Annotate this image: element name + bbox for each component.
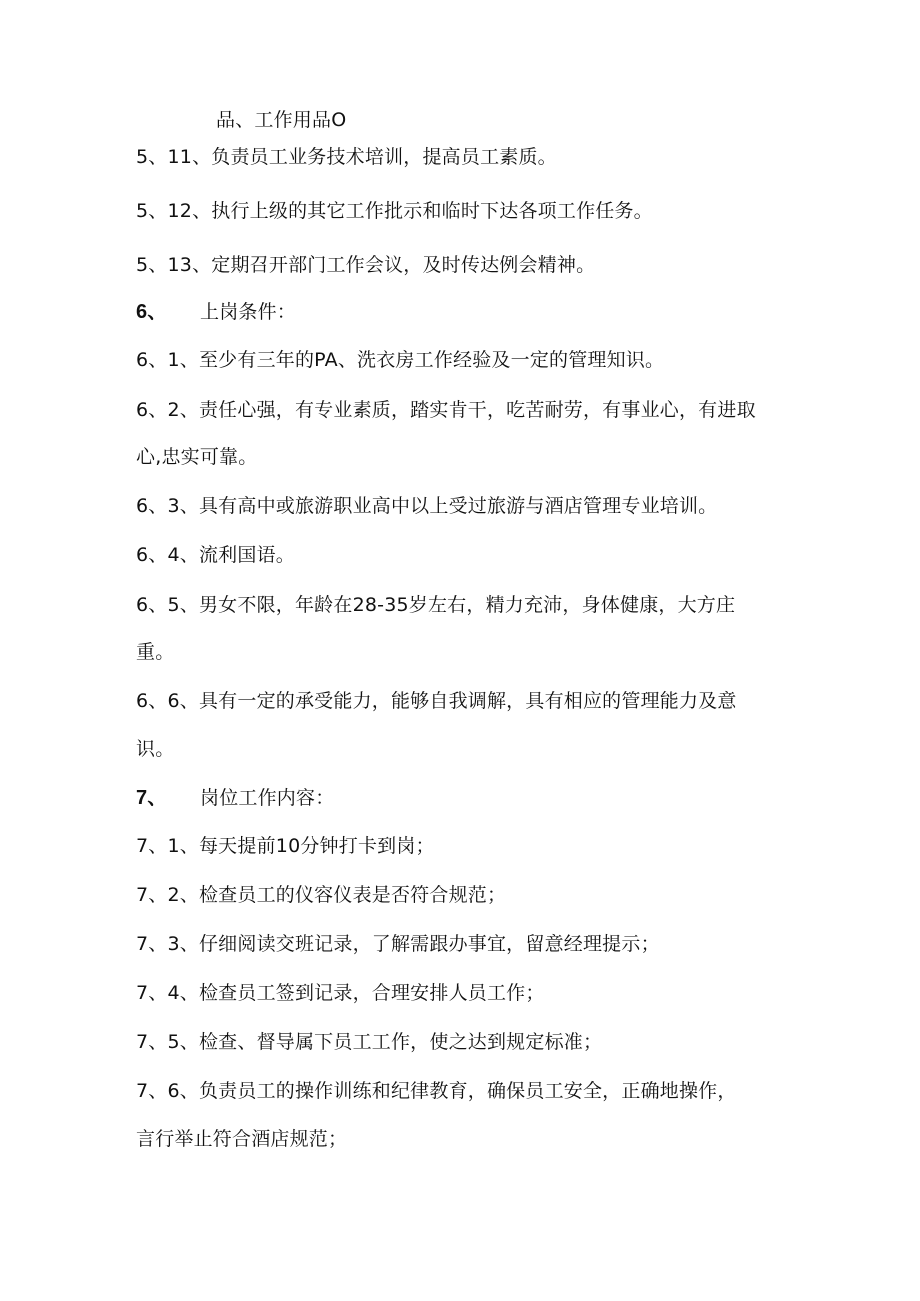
text-line: 7、6、负责员工的操作训练和纪律教育，确保员工安全，正确地操作， (136, 1080, 737, 1102)
text-line: 言行举止符合酒店规范； (136, 1128, 348, 1150)
section-number: 7 (136, 787, 148, 809)
text-line: 6、4、流利国语。 (136, 544, 295, 566)
text-line: 5、13、定期召开部门工作会议，及时传达例会精神。 (136, 254, 596, 276)
section-number: 6 (136, 301, 148, 323)
text-line: 心,忠实可靠。 (136, 446, 258, 468)
text-line: 6、5、男女不限，年龄在28-35岁左右，精力充沛，身体健康，大方庄 (136, 594, 736, 616)
section-heading-7 (136, 786, 335, 810)
text-line: 品、工作用品O (216, 109, 347, 131)
text-line: 7、3、仔细阅读交班记录，了解需跟办事宜，留意经理提示； (136, 933, 660, 955)
text-line: 7、2、检查员工的仪容仪表是否符合规范； (136, 884, 507, 906)
text-line: 6、2、责任心强，有专业素质，踏实肯干，吃苦耐劳，有事业心，有进取 (136, 399, 756, 421)
section-separator: 、 (147, 787, 167, 809)
text-line: 7、5、检查、督导属下员工工作，使之达到规定标准； (136, 1031, 603, 1053)
text-line: 7、1、每天提前10分钟打卡到岗； (136, 835, 435, 857)
section-title: 上岗条件： (200, 301, 297, 323)
text-line: 6、3、具有高中或旅游职业高中以上受过旅游与酒店管理专业培训。 (136, 495, 718, 517)
section-separator: 、 (147, 301, 167, 323)
section-title: 岗位工作内容： (200, 787, 335, 809)
text-line: 5、11、负责员工业务技术培训，提高员工素质。 (136, 146, 557, 168)
text-line: 6、6、具有一定的承受能力，能够自我调解，具有相应的管理能力及意 (136, 690, 737, 712)
text-line: 7、4、检查员工签到记录，合理安排人员工作； (136, 982, 545, 1004)
section-heading-6 (136, 300, 297, 324)
text-line: 6、1、至少有三年的PA、洗衣房工作经验及一定的管理知识。 (136, 349, 665, 371)
text-line: 5、12、执行上级的其它工作批示和临时下达各项工作任务。 (136, 200, 653, 222)
text-line: 识。 (136, 738, 175, 760)
text-line: 重。 (136, 641, 175, 663)
